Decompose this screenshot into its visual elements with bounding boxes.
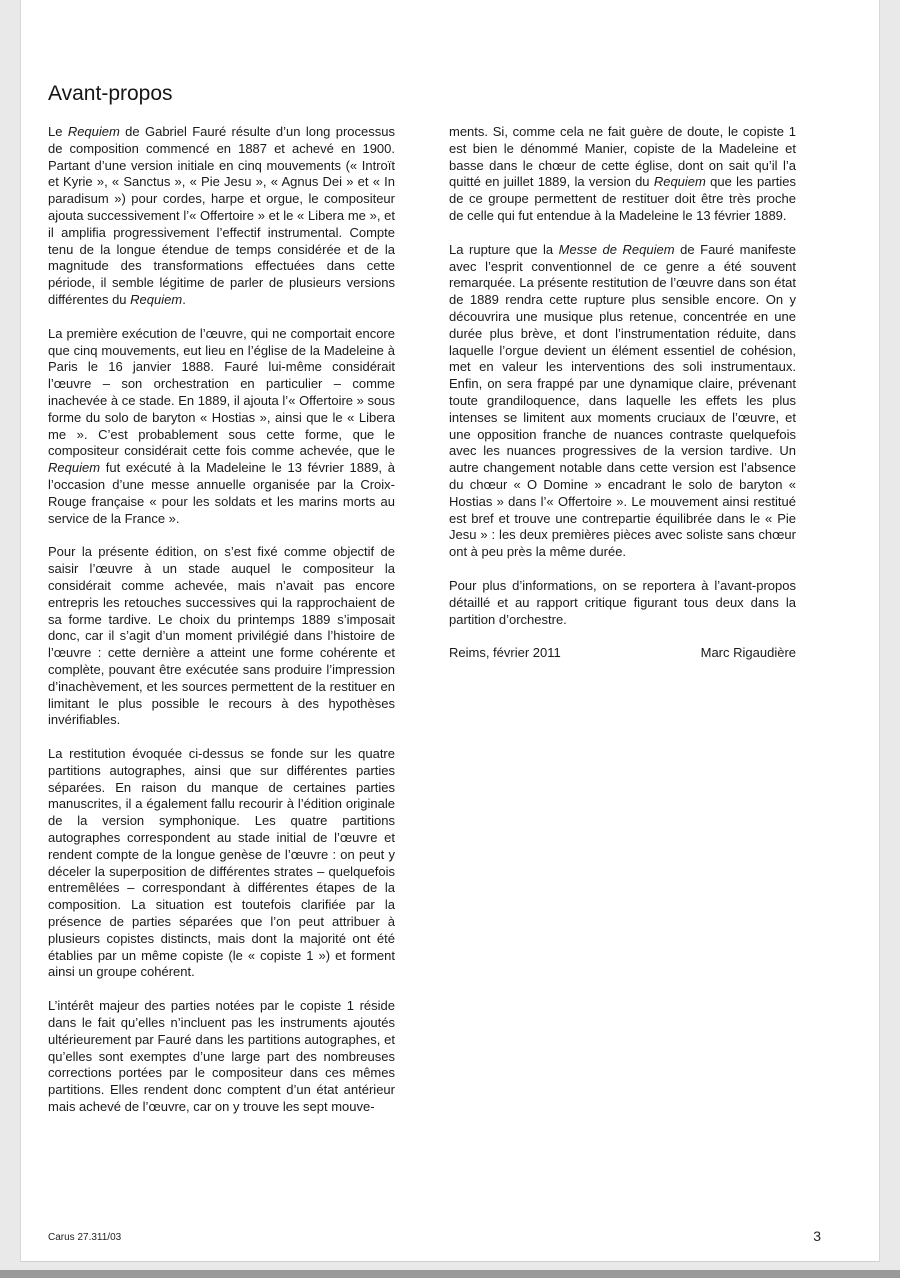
right-column (449, 124, 796, 662)
paragraph: Le Requiem de Gabriel Fauré résulte d’un long processus de composition commencé en 1887 et achevé en 1900. Partant d’une version initiale en cinq mouvements (« Introït et Kyrie », « Sanctus », « Pie Jesu », « Agnus Dei » et « In paradisum ») pour cordes, harpe et orgue, le compositeur ajouta successivement l’« Offertoire » et le « Libera me », et il amplifia progressivement l’effectif instrumental. Compte tenu de la longue étendue de temps considérée et de la magnitude des transformations effectuées dans cette période, il semble légitime de parler de plusieurs versions différentes du Requiem. (48, 124, 395, 307)
catalog-number: Carus 27.311/03 (48, 1232, 122, 1243)
place-date: Reims, février 2011 (449, 645, 561, 661)
page-number: 3 (813, 1228, 821, 1244)
paragraph: ments. Si, comme cela ne fait guère de doute, le copiste 1 est bien le dénommé Manier, copiste de la Madeleine et basse dans le chœur de cette église, dont on sait qu’il l’a quitté en juillet 1889, la version du Requiem que les parties de ce groupe permettent de restituer doit être très proche de celle qui fut entendue à la Madeleine le 13 février 1889. (449, 124, 797, 223)
document-page (20, 0, 880, 1262)
paragraph: La restitution évoquée ci-dessus se fonde sur les quatre partitions autographes, ainsi que sur différentes parties séparées. En raison du manque de certaines parties manuscrites, il a également fallu recourir à l’édition originale de la version symphonique. Les quatre partitions autographes correspondent au stade initial de l’œuvre et rendent compte de la longue genèse de l’œuvre : on peut y déceler la superposition de différentes strates – quelquefois entremêlées – correspondant à différentes étapes de la composition. La situation est toutefois clarifiée par la présence de parties séparées que l’on peut attribuer à plusieurs copistes distincts, mais dont la majorité ont été établies par un même copiste (le « copiste 1 ») et forment ainsi un groupe cohérent. (48, 746, 395, 980)
left-column (48, 124, 395, 1133)
paragraph: Pour plus d’informations, on se reportera à l’avant-propos détaillé et au rapport critique figurant tous deux dans la partition d’orchestre. (449, 577, 796, 627)
paragraph: La rupture que la Messe de Requiem de Fauré manifeste avec l’esprit conventionnel de ce genre a été souvent remarquée. La présente restitution de l’œuvre dans son état de 1889 rendra cette rupture plus sensible encore. On y découvrira une musique plus retenue, concentrée en une durée plus brève, et dont l’instrumentation réduite, dans laquelle l’orgue devient un élément essentiel de cohésion, met en valeur les interventions des soli instrumentaux. Enfin, on sera frappé par une dynamique claire, prévenant toute grandiloquence, dans laquelle les effets les plus intenses se limitent aux moments cruciaux de l’œuvre, et une opposition franche de nuances contraste quelquefois avec les nuances progressives de la version tardive. Un autre changement notable dans cette version est l’absence du chœur « O Domine » encadrant le solo de baryton « Hostias » dans l’« Offertoire ». Le mouvement ainsi restitué est bref et trouve une contrepartie équilibrée dans le « Pie Jesu » : les deux premières pièces avec soliste sans chœur ont à peu près la même durée. (449, 241, 797, 560)
paragraph: Pour la présente édition, on s’est fixé comme objectif de saisir l’œuvre à un stade auquel le compositeur la considérait comme achevée, mais n’avait pas encore entrepris les retouches successives qui la rapprochaient de sa forme tardive. Le choix du printemps 1889 s’imposait donc, car il s’agit d’un moment privilégié dans l’histoire de l’œuvre : cette dernière a atteint une forme cohérente et complète, pouvant être exécutée sans produire l’impression d’inachèvement, et les sources permettent de la restituer en limitant le plus possible le recours à des hypothèses invérifiables. (48, 544, 395, 728)
author-name: Marc Rigaudière (700, 645, 796, 661)
paragraph: L’intérêt majeur des parties notées par le copiste 1 réside dans le fait qu’elles n’incluent pas les instruments ajoutés ultérieurement par Fauré dans les partitions autographes, et qu’elles sont exemptes d’une large part des nombreuses corrections portées par le compositeur dans ces mêmes partitions. Elles rendent donc comptent d’un état antérieur mais achevé de l’œuvre, car on y trouve les sept mouve- (48, 998, 395, 1115)
bottom-border (0, 1270, 900, 1278)
page-title: Avant-propos (48, 82, 173, 105)
paragraph: La première exécution de l’œuvre, qui ne comportait encore que cinq mouvements, eut lieu en l’église de la Madeleine à Paris le 16 janvier 1888. Fauré lui-même considérait l’œuvre – son orchestration en particulier – comme inachevée à ce stade. En 1889, il ajouta l’« Offertoire » sous forme du solo de baryton « Hostias », ainsi que le « Libera me ». C’est probablement sous cette forme, que le compositeur considérait cette fois comme achevée, que le Requiem fut exécuté à la Madeleine le 13 février 1889, à l’occasion d’une messe annuelle organisée par la Croix-Rouge française « pour les soldats et les marins morts au service de la France ». (48, 325, 395, 526)
signature-line (449, 645, 796, 662)
